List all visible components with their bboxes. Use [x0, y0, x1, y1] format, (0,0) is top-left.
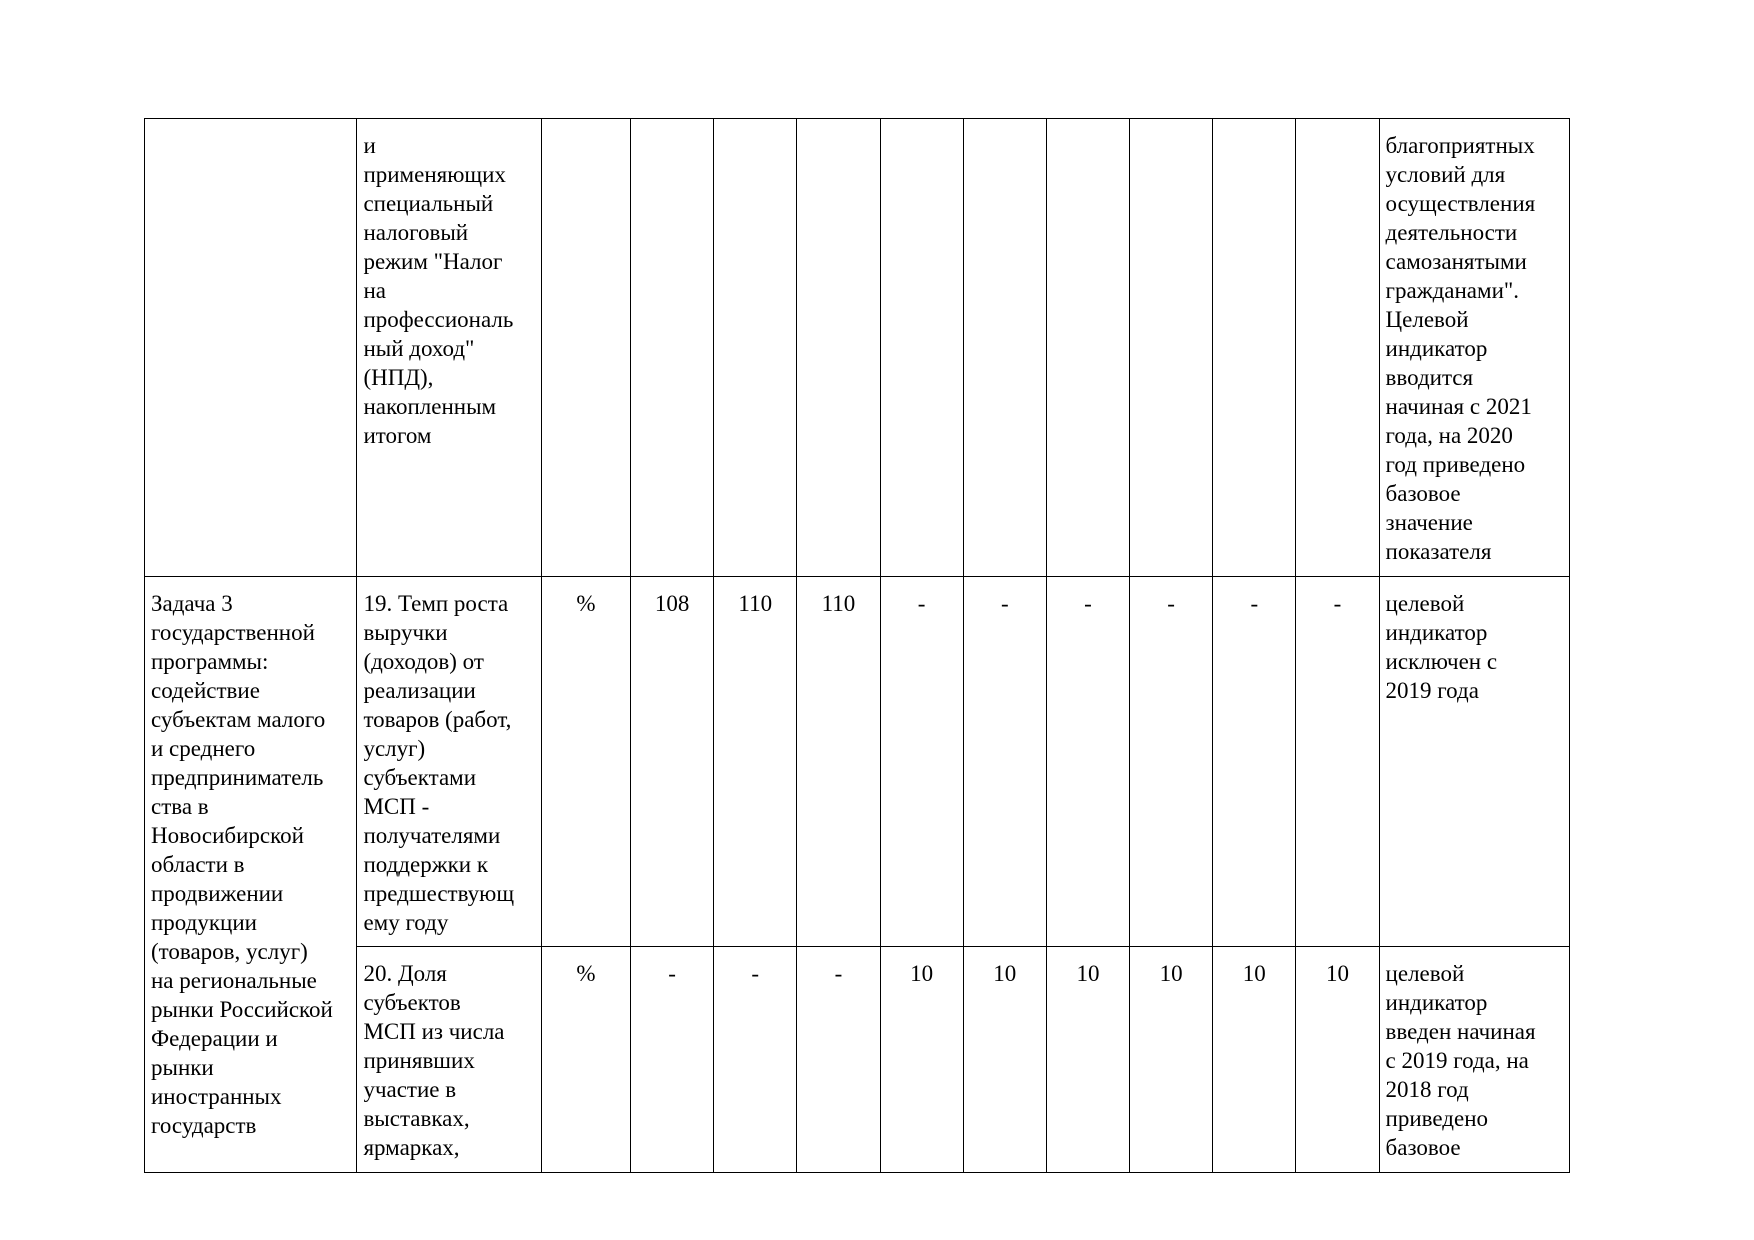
value-cell: -	[880, 577, 963, 947]
value-cell: -	[631, 947, 714, 1173]
value-cell	[797, 119, 880, 577]
task-cell-empty	[145, 119, 357, 577]
indicator-cell: 19. Темп роста выручки (доходов) от реализации товаров (работ, услуг) субъектами МСП - получателями поддержки к предшествующ ему году	[357, 577, 541, 947]
note-cell: благоприятных условий для осуществления деятельности самозанятыми гражданами". Целевой индикатор вводится начиная с 2021 года, на 2020 год приведено базовое значение показателя	[1379, 119, 1569, 577]
value-cell: 10	[1296, 947, 1379, 1173]
value-cell: 110	[714, 577, 797, 947]
unit-cell	[541, 119, 630, 577]
indicator-cell: и применяющих специальный налоговый режим "Налог на профессиональ ный доход" (НПД), накопленным итогом	[357, 119, 541, 577]
value-cell	[1213, 119, 1296, 577]
value-cell	[963, 119, 1046, 577]
value-cell: -	[1046, 577, 1129, 947]
value-cell: 110	[797, 577, 880, 947]
task-cell: Задача 3 государственной программы: содействие субъектам малого и среднего предприниматель ства в Новосибирской области в продвижении продукции (товаров, услуг) на региональные рынки Российской Федерации и рынки иностранных государств	[145, 577, 357, 1173]
value-cell: -	[963, 577, 1046, 947]
value-cell	[714, 119, 797, 577]
value-cell: 10	[963, 947, 1046, 1173]
value-cell: 10	[1130, 947, 1213, 1173]
value-cell	[631, 119, 714, 577]
unit-cell: %	[541, 947, 630, 1173]
value-cell: -	[797, 947, 880, 1173]
value-cell: -	[1296, 577, 1379, 947]
value-cell: 10	[1213, 947, 1296, 1173]
table-row	[145, 947, 1570, 1173]
value-cell: -	[714, 947, 797, 1173]
unit-cell: %	[541, 577, 630, 947]
note-cell: целевой индикатор исключен с 2019 года	[1379, 577, 1569, 947]
value-cell: 10	[880, 947, 963, 1173]
table-row	[145, 577, 1570, 947]
value-cell	[1046, 119, 1129, 577]
indicators-table	[144, 118, 1570, 1173]
table-row	[145, 119, 1570, 577]
value-cell: 108	[631, 577, 714, 947]
value-cell	[1296, 119, 1379, 577]
note-cell: целевой индикатор введен начиная с 2019 года, на 2018 год приведено базовое	[1379, 947, 1569, 1173]
indicator-cell: 20. Доля субъектов МСП из числа принявших участие в выставках, ярмарках,	[357, 947, 541, 1173]
value-cell	[1130, 119, 1213, 577]
value-cell	[880, 119, 963, 577]
value-cell: -	[1130, 577, 1213, 947]
value-cell: 10	[1046, 947, 1129, 1173]
value-cell: -	[1213, 577, 1296, 947]
